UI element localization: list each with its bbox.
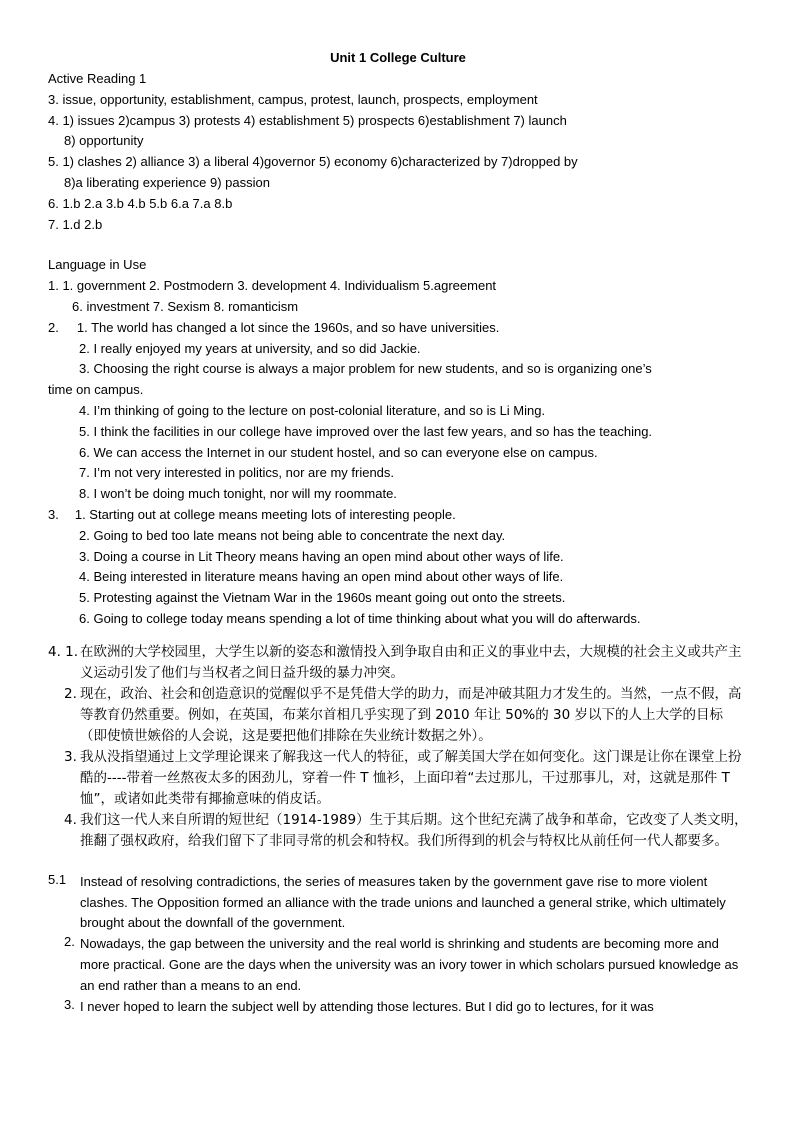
answer-item: 4. Being interested in literature means having an open mind about other ways of life.: [79, 569, 564, 585]
item-number: 2.: [64, 685, 77, 702]
translation-item: [48, 934, 748, 996]
answer-item: 3. Choosing the right course is always a major problem for new students, and so is organizing one’s: [79, 361, 652, 377]
answer-item: 3. Doing a course in Lit Theory means having an open mind about other ways of life.: [79, 548, 564, 564]
item-number: 3.: [64, 996, 75, 1012]
item-number: 2.: [64, 934, 75, 950]
item-number: 3.: [64, 748, 77, 765]
answer-line: [48, 318, 748, 339]
answer-line: 8)a liberating experience 9) passion: [64, 174, 270, 190]
answer-line: 8) opportunity: [64, 133, 144, 149]
answer-item-continuation: time on campus.: [48, 382, 144, 398]
item-number: 5.1: [48, 871, 67, 887]
answer-line: 1. 1. government 2. Postmodern 3. development 4. Individualism 5.agreement: [48, 278, 497, 294]
item-text: 现在，政治、社会和创造意识的觉醒似乎不是凭借大学的助力，而是冲破其阻力才发生的。当然，一点不假，高等教育仍然重要。例如，在英国，布莱尔首相几乎实现了到 2010 年让 50%的 30 岁以下的人上大学的目标（即使愤世嫉俗的人会说，这是要把他们排除在失业统计数据之外）。: [80, 685, 742, 744]
translation-item: [48, 747, 748, 810]
answer-line: 7. 1.d 2.b: [48, 216, 103, 232]
item-number: 4.: [64, 811, 77, 828]
answer-item: 8. I won’t be doing much tonight, nor will my roommate.: [79, 486, 397, 502]
item-text: 我们这一代人来自所谓的短世纪（1914-1989）生于其后期。这个世纪充满了战争和革命，它改变了人类文明，推翻了强权政府，给我们留下了非同寻常的机会和特权。我们所得到的机会与特权比从前任何一代人都要多。: [80, 811, 748, 849]
document-page: [48, 48, 748, 1017]
translation-item: [48, 997, 748, 1018]
answer-item: 7. I’m not very interested in politics, nor are my friends.: [79, 465, 395, 481]
item-number: 4. 1.: [48, 643, 79, 660]
answer-item: 1. The world has changed a lot since the 1960s, and so have universities.: [76, 319, 500, 335]
item-text: I never hoped to learn the subject well by attending those lectures. But I did go to lectures, for it was: [80, 998, 654, 1014]
question-number: 2.: [48, 319, 59, 335]
answer-line: 4. 1) issues 2)campus 3) protests 4) establishment 5) prospects 6)establishment 7) launch: [48, 112, 567, 128]
answer-item: 1. Starting out at college means meeting lots of interesting people.: [74, 506, 456, 522]
item-text: Nowadays, the gap between the university and the real world is shrinking and students are becoming more and more practical. Gone are the days when the university was an ivory tower in which scholars pursued knowledge as an end rather than a means to an end.: [80, 936, 739, 993]
translation-item: [48, 810, 748, 852]
answer-line: 5. 1) clashes 2) alliance 3) a liberal 4)governor 5) economy 6)characterized by 7)dropped by: [48, 154, 578, 170]
translation-item: [48, 872, 748, 934]
answer-line: 6. 1.b 2.a 3.b 4.b 5.b 6.a 7.a 8.b: [48, 195, 233, 211]
answer-item: 5. Protesting against the Vietnam War in the 1960s meant going out onto the streets.: [79, 590, 566, 606]
translation-item: [48, 684, 748, 747]
answer-item: 6. We can access the Internet in our student hostel, and so can everyone else on campus.: [79, 444, 598, 460]
question-number: 3.: [48, 506, 59, 522]
answer-line: 3. issue, opportunity, establishment, campus, protest, launch, prospects, employment: [48, 91, 538, 107]
translation-item: [48, 642, 748, 684]
active-reading-heading: Active Reading 1: [48, 71, 147, 86]
answer-item: 5. I think the facilities in our college have improved over the last few years, and so has the teaching.: [79, 423, 653, 439]
answer-item: 6. Going to college today means spending a lot of time thinking about what you will do afterwards.: [79, 610, 641, 626]
item-text: Instead of resolving contradictions, the series of measures taken by the government gave rise to more violent clashes. The Opposition formed an alliance with the trade unions and launched a general strike, which ultimately brought about the downfall of the government.: [80, 873, 726, 931]
answer-item: 2. I really enjoyed my years at university, and so did Jackie.: [79, 340, 421, 356]
answer-line: 6. investment 7. Sexism 8. romanticism: [72, 298, 299, 314]
answer-line: [48, 505, 748, 526]
item-text: 我从没指望通过上文学理论课来了解我这一代人的特征，或了解美国大学在如何变化。这门课是让你在课堂上扮酷的----带着一丝熬夜太多的困劲儿，穿着一件 T 恤衫，上面印着“去过那儿，干过那事儿，对，这就是那件 T 恤”，或诸如此类带有揶揄意味的俏皮话。: [80, 748, 742, 807]
language-in-use-heading: Language in Use: [48, 257, 147, 273]
answer-item: 4. I’m thinking of going to the lecture on post-colonial literature, and so is Li Ming.: [79, 402, 546, 418]
answer-item: 2. Going to bed too late means not being able to concentrate the next day.: [79, 527, 506, 543]
page-title: Unit 1 College Culture: [330, 50, 466, 65]
item-text: 在欧洲的大学校园里，大学生以新的姿态和激情投入到争取自由和正义的事业中去，大规模的社会主义或共产主义运动引发了他们与当权者之间日益升级的暴力冲突。: [80, 643, 742, 681]
